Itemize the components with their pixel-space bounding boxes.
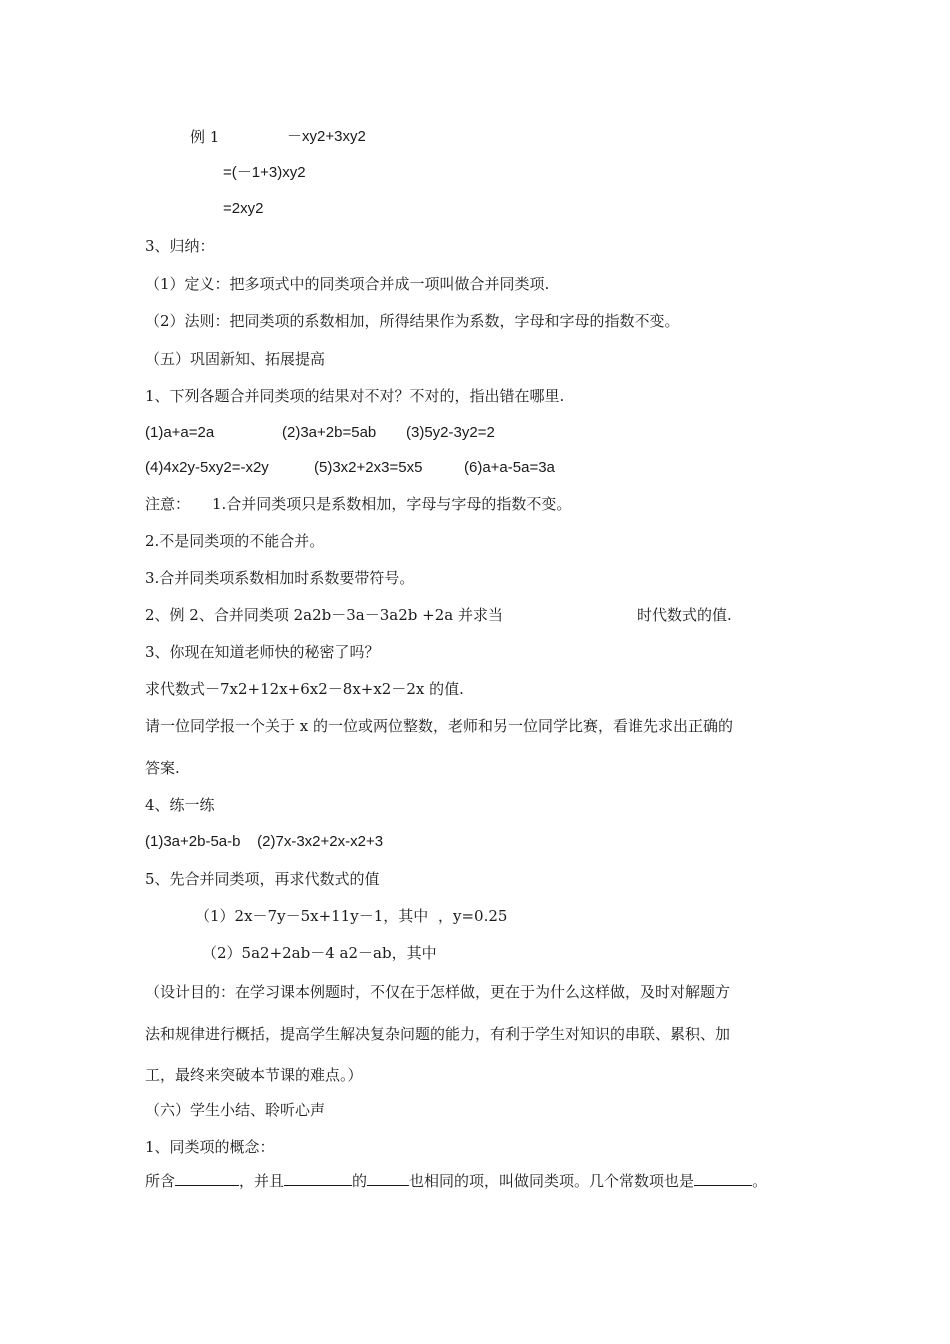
fill-text-4: 也相同的项，叫做同类项。几个常数项也是 [409, 1172, 695, 1190]
exercise-item: (1)a+a=2a [145, 424, 215, 441]
exercise-item: (3)5y2-3y2=2 [406, 424, 495, 441]
example-line-2: =(－1+3)xy2 [223, 164, 306, 181]
definition-text: （1）定义：把多项式中的同类项合并成一项叫做合并同类项. [145, 275, 550, 293]
exercise-item: (4)4x2y-5xy2=-x2y [145, 459, 269, 476]
rule-text: （2）法则：把同类项的系数相加，所得结果作为系数，字母和字母的指数不变。 [145, 312, 680, 330]
question-3-paragraph-1: 请一位同学报一个关于 x 的一位或两位整数，老师和另一位同学比赛，看谁先求出正确的 [145, 717, 733, 735]
question-5: 5、先合并同类项，再求代数式的值 [145, 870, 380, 888]
question-3-paragraph-2: 答案. [145, 759, 180, 777]
design-purpose-line-1: （设计目的：在学习课本例题时，不仅在于怎样做，更在于为什么这样做，及时对解题方 [145, 983, 731, 1001]
design-purpose-line-2: 法和规律进行概括，提高学生解决复杂问题的能力，有利于学生对知识的串联、累积、加 [145, 1025, 731, 1043]
summary-heading: 3、归纳： [145, 237, 215, 255]
question-5-item-2: （2）5a2+2ab－4 a2－ab，其中 [202, 944, 437, 962]
fill-text-5: 。 [752, 1172, 768, 1190]
exercise-item: (6)a+a-5a=3a [464, 459, 555, 476]
blank-2[interactable] [284, 1171, 352, 1186]
question-4-items: (1)3a+2b-5a-b (2)7x-3x2+2x-x2+3 [145, 833, 384, 850]
exercise-item: (2)3a+2b=5ab [282, 424, 377, 441]
question-3-expression: 求代数式－7x2+12x+6x2－8x+x2－2x 的值. [145, 680, 464, 698]
note-2: 2.不是同类项的不能合并。 [145, 532, 325, 550]
example-line-1: －xy2+3xy2 [287, 128, 366, 145]
question-1: 1、下列各题合并同类项的结果对不对？不对的，指出错在哪里. [145, 387, 565, 405]
example-label: 例 1 [190, 128, 220, 146]
section-6-heading: （六）学生小结、聆听心声 [145, 1101, 326, 1119]
fill-in-sentence [145, 1171, 767, 1191]
question-4: 4、练一练 [145, 796, 215, 814]
note-3: 3.合并同类项系数相加时系数要带符号。 [145, 569, 415, 587]
exercise-item: (5)3x2+2x3=5x5 [314, 459, 423, 476]
note-1: 1.合并同类项只是系数相加，字母与字母的指数不变。 [212, 495, 572, 513]
section-5-heading: （五）巩固新知、拓展提高 [145, 350, 326, 368]
question-2-part-a: 2、例 2、合并同类项 2a2b－3a－3a2b +2a 并求当 [145, 606, 503, 624]
blank-4[interactable] [694, 1171, 752, 1186]
concept-heading: 1、同类项的概念： [145, 1138, 275, 1156]
design-purpose-line-3: 工，最终来突破本节课的难点。） [145, 1066, 363, 1084]
blank-1[interactable] [175, 1171, 239, 1186]
blank-3[interactable] [367, 1171, 409, 1186]
question-2-part-b: 时代数式的值. [637, 606, 732, 624]
question-3: 3、你现在知道老师快的秘密了吗？ [145, 643, 380, 661]
fill-text-2: ，并且 [239, 1172, 285, 1190]
question-5-item-1-b: ，y=0.25 [438, 907, 508, 925]
note-label: 注意： [145, 495, 191, 513]
question-5-item-1-a: （1）2x－7y－5x+11y－1，其中 [195, 907, 429, 925]
example-line-3: =2xy2 [223, 200, 264, 217]
fill-text-3: 的 [352, 1172, 368, 1190]
fill-text-1: 所含 [145, 1172, 176, 1190]
